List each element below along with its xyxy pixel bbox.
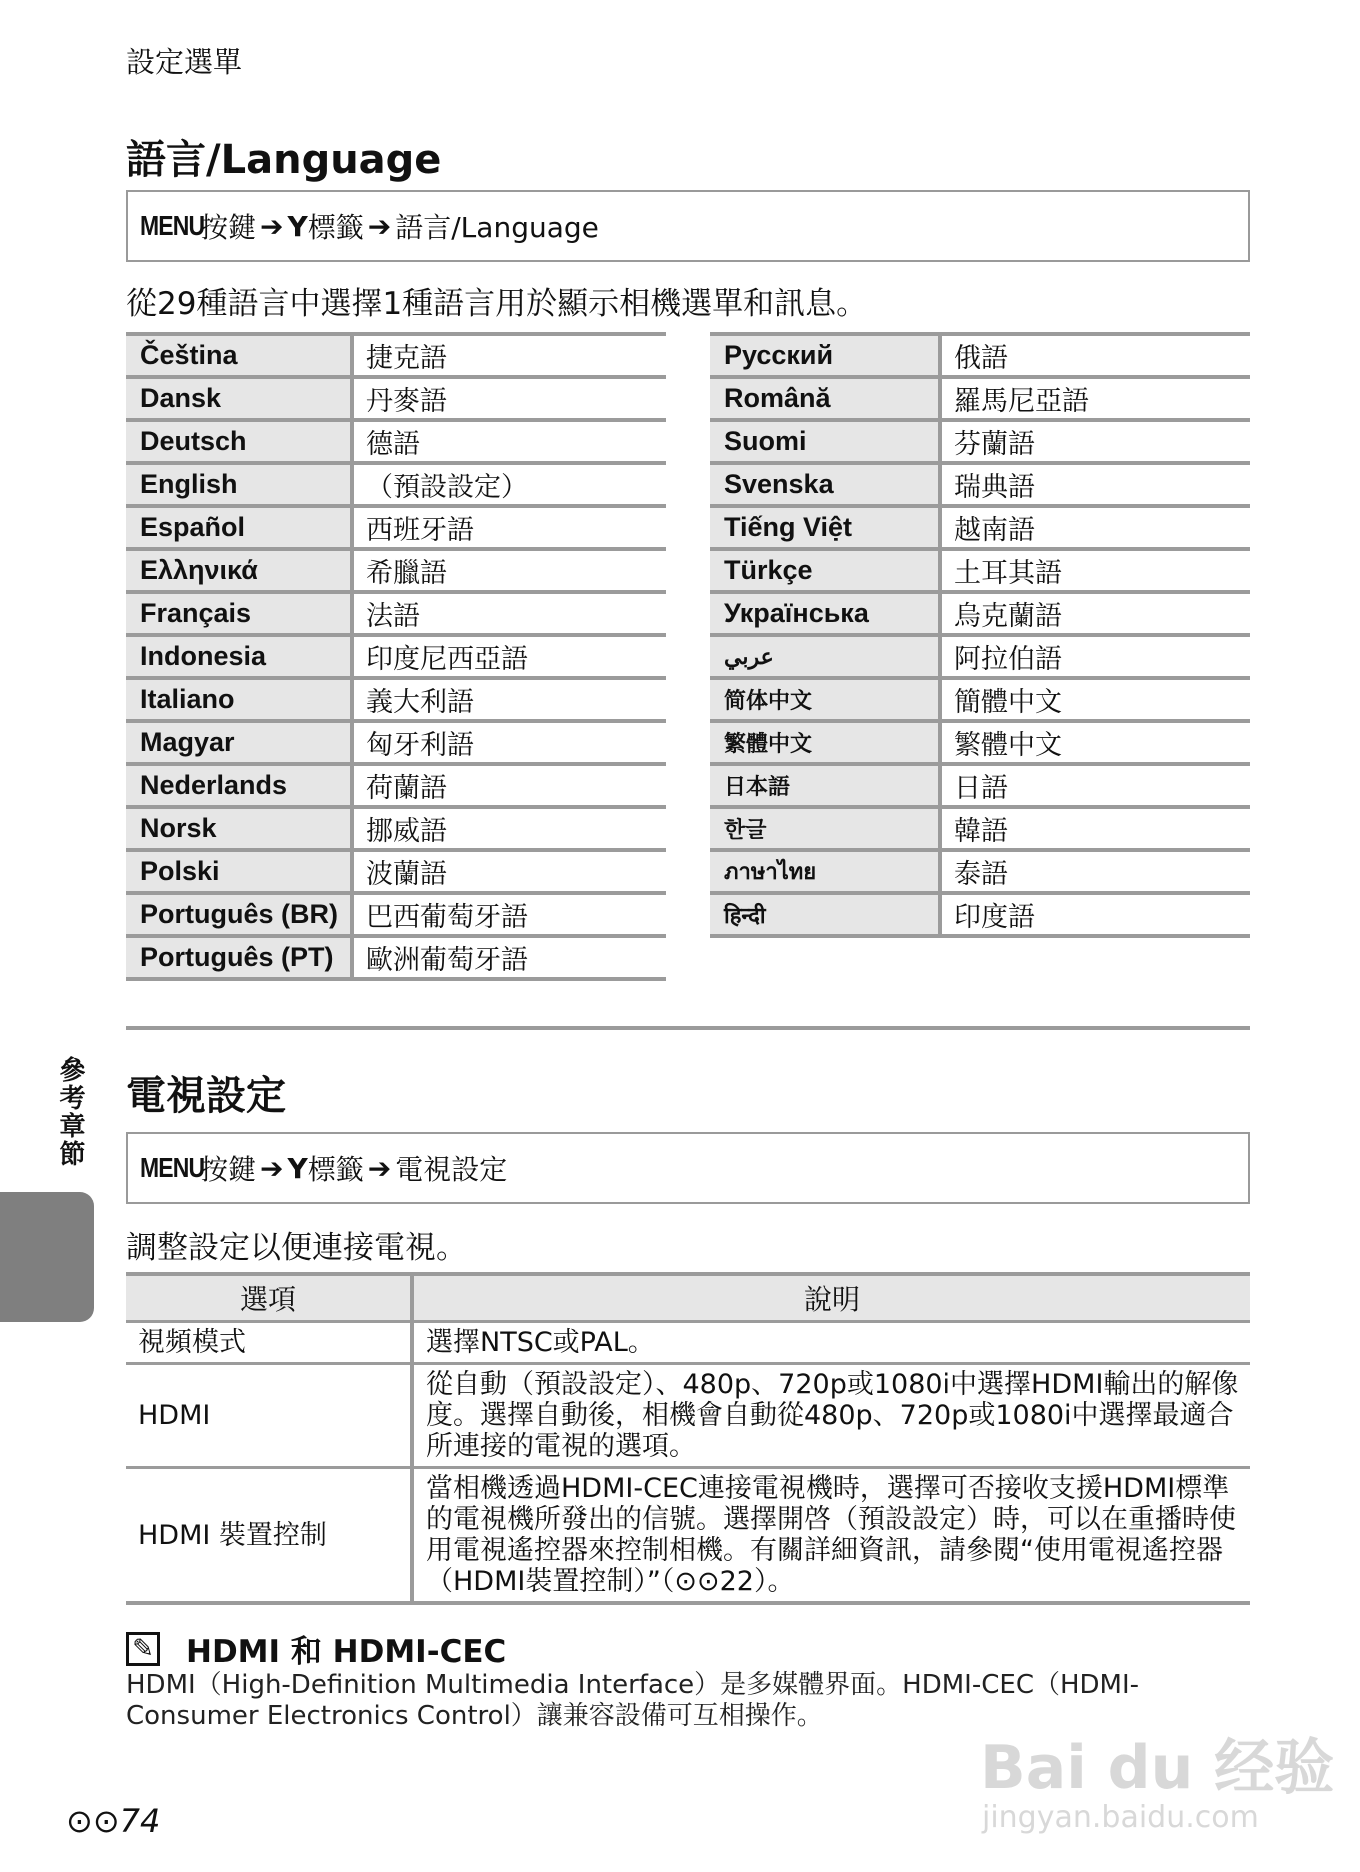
- note-body: HDMI（High-Definition Multimedia Interface）是多媒體界面。HDMI-CEC（HDMI-Consumer Electronics Control）讓兼容設備可互相操作。: [126, 1670, 1140, 1731]
- table-row: [710, 678, 1250, 721]
- language-name: Suomi: [710, 420, 940, 463]
- tab-label: 標籤: [307, 211, 364, 244]
- language-name: Ελληνικά: [126, 549, 352, 592]
- table-row: [126, 635, 666, 678]
- button-label: 按鍵: [200, 1153, 257, 1186]
- tv-settings-title: 電視設定: [126, 1073, 286, 1119]
- language-description: 瑞典語: [940, 463, 1250, 506]
- table-row: [710, 764, 1250, 807]
- description-cell: 選擇NTSC或PAL。: [412, 1322, 1250, 1364]
- language-description: 土耳其語: [940, 549, 1250, 592]
- table-row: [710, 334, 1250, 377]
- menu-key-label: MENU: [140, 210, 205, 241]
- language-description: 法語: [352, 592, 666, 635]
- table-row: [710, 635, 1250, 678]
- table-row: [126, 678, 666, 721]
- table-row: [126, 592, 666, 635]
- language-name: Türkçe: [710, 549, 940, 592]
- table-row: [710, 549, 1250, 592]
- language-name: Français: [126, 592, 352, 635]
- option-cell: 視頻模式: [126, 1322, 412, 1364]
- language-intro: 從29種語言中選擇1種語言用於顯示相機選單和訊息。: [126, 286, 868, 322]
- table-row: [126, 506, 666, 549]
- side-chapter-tab: [0, 1192, 94, 1322]
- language-description: 西班牙語: [352, 506, 666, 549]
- note-title-text: HDMI 和 HDMI-CEC: [186, 1634, 507, 1670]
- language-description: 烏克蘭語: [940, 592, 1250, 635]
- table-row: [710, 377, 1250, 420]
- note-title: [126, 1626, 506, 1671]
- column-header-description: 說明: [412, 1274, 1250, 1322]
- language-description: 義大利語: [352, 678, 666, 721]
- menu-item-label: 語言/Language: [395, 211, 599, 244]
- table-row: [126, 549, 666, 592]
- language-description: 印度語: [940, 893, 1250, 936]
- tv-settings-table: [126, 1272, 1250, 1605]
- table-row: [126, 721, 666, 764]
- button-label: 按鍵: [200, 211, 257, 244]
- table-row: [126, 893, 666, 936]
- table-row: [126, 1364, 1250, 1468]
- language-description: 波蘭語: [352, 850, 666, 893]
- language-description: 芬蘭語: [940, 420, 1250, 463]
- language-name: Nederlands: [126, 764, 352, 807]
- language-description: 希臘語: [352, 549, 666, 592]
- language-name: Português (PT): [126, 936, 352, 979]
- table-row: [126, 334, 666, 377]
- language-name: Magyar: [126, 721, 352, 764]
- language-name: Svenska: [710, 463, 940, 506]
- language-name: English: [126, 463, 352, 506]
- menu-key-label: MENU: [140, 1152, 205, 1183]
- language-name: 繁體中文: [710, 721, 940, 764]
- table-row: [126, 1468, 1250, 1604]
- table-row: [126, 936, 666, 979]
- table-row: [710, 506, 1250, 549]
- tv-intro: 調整設定以便連接電視。: [126, 1230, 467, 1266]
- language-description: 印度尼西亞語: [352, 635, 666, 678]
- language-description: 丹麥語: [352, 377, 666, 420]
- watermark-url: jingyan.baidu.com: [982, 1800, 1259, 1835]
- table-row: [126, 420, 666, 463]
- language-description: 歐洲葡萄牙語: [352, 936, 666, 979]
- table-row: [710, 721, 1250, 764]
- page-header: 設定選單: [126, 45, 243, 79]
- language-name: Polski: [126, 850, 352, 893]
- language-description: 匈牙利語: [352, 721, 666, 764]
- language-name: Русский: [710, 334, 940, 377]
- language-description: 荷蘭語: [352, 764, 666, 807]
- language-name: Čeština: [126, 334, 352, 377]
- language-description: 泰語: [940, 850, 1250, 893]
- language-name: Română: [710, 377, 940, 420]
- table-row: [710, 893, 1250, 936]
- language-table-left: [126, 332, 666, 981]
- table-row: [710, 807, 1250, 850]
- table-row: [710, 463, 1250, 506]
- language-name: Italiano: [126, 678, 352, 721]
- language-name: Tiếng Việt: [710, 506, 940, 549]
- language-description: 羅馬尼亞語: [940, 377, 1250, 420]
- language-description: 俄語: [940, 334, 1250, 377]
- watermark-logo: Bai du 经验: [980, 1733, 1335, 1803]
- column-header-option: 選項: [126, 1274, 412, 1322]
- language-description: 韓語: [940, 807, 1250, 850]
- language-name: Español: [126, 506, 352, 549]
- language-description: 挪威語: [352, 807, 666, 850]
- language-title: 語言/Language: [126, 137, 442, 183]
- language-description: 日語: [940, 764, 1250, 807]
- arrow-icon: ➔: [260, 209, 284, 243]
- option-cell: HDMI 裝置控制: [126, 1468, 412, 1604]
- language-name: Українська: [710, 592, 940, 635]
- language-name: ภาษาไทย: [710, 850, 940, 893]
- description-cell: 從自動（預設設定）、480p、720p或1080i中選擇HDMI輸出的解像度。選擇自動後，相機會自動從480p、720p或1080i中選擇最適合所連接的電視的選項。: [412, 1364, 1250, 1468]
- language-menu-path: [126, 190, 1250, 262]
- page-number: ⊙⊙74: [66, 1802, 161, 1840]
- table-row: [126, 850, 666, 893]
- language-description: 簡體中文: [940, 678, 1250, 721]
- language-description: （預設設定）: [352, 463, 666, 506]
- language-description: 巴西葡萄牙語: [352, 893, 666, 936]
- table-row: [126, 764, 666, 807]
- table-row: [710, 592, 1250, 635]
- language-description: 阿拉伯語: [940, 635, 1250, 678]
- language-description: 繁體中文: [940, 721, 1250, 764]
- pencil-note-icon: ✎: [126, 1632, 160, 1666]
- arrow-icon: ➔: [260, 1151, 284, 1185]
- description-cell: 當相機透過HDMI-CEC連接電視機時，選擇可否接收支援HDMI標準的電視機所發出的信號。選擇開啓（預設設定）時，可以在重播時使用電視遙控器來控制相機。有關詳細資訊，請參閱“使用電視遙控器（HDMI裝置控制）”（⊙⊙22）。: [412, 1468, 1250, 1604]
- wrench-icon: Y: [287, 209, 308, 243]
- table-row: [126, 807, 666, 850]
- table-row: [126, 1322, 1250, 1364]
- table-row: [710, 850, 1250, 893]
- language-table-right: [710, 332, 1250, 938]
- language-name: हिन्दी: [710, 893, 940, 936]
- language-description: 越南語: [940, 506, 1250, 549]
- language-description: 德語: [352, 420, 666, 463]
- language-name: 简体中文: [710, 678, 940, 721]
- language-name: 日本語: [710, 764, 940, 807]
- tv-menu-path: [126, 1132, 1250, 1204]
- language-name: عربي: [710, 635, 940, 678]
- language-description: 捷克語: [352, 334, 666, 377]
- table-row: [710, 420, 1250, 463]
- menu-item-label: 電視設定: [395, 1153, 508, 1186]
- language-name: Português (BR): [126, 893, 352, 936]
- language-name: Deutsch: [126, 420, 352, 463]
- option-cell: HDMI: [126, 1364, 412, 1468]
- arrow-icon: ➔: [367, 209, 392, 243]
- side-chapter-label: 參考章節: [55, 1056, 85, 1168]
- table-row: [126, 377, 666, 420]
- language-name: Dansk: [126, 377, 352, 420]
- language-name: 한글: [710, 807, 940, 850]
- language-name: Norsk: [126, 807, 352, 850]
- table-row: [126, 463, 666, 506]
- wrench-icon: Y: [287, 1151, 308, 1185]
- section-divider: [126, 1026, 1250, 1030]
- arrow-icon: ➔: [367, 1151, 392, 1185]
- tab-label: 標籤: [307, 1153, 364, 1186]
- language-name: Indonesia: [126, 635, 352, 678]
